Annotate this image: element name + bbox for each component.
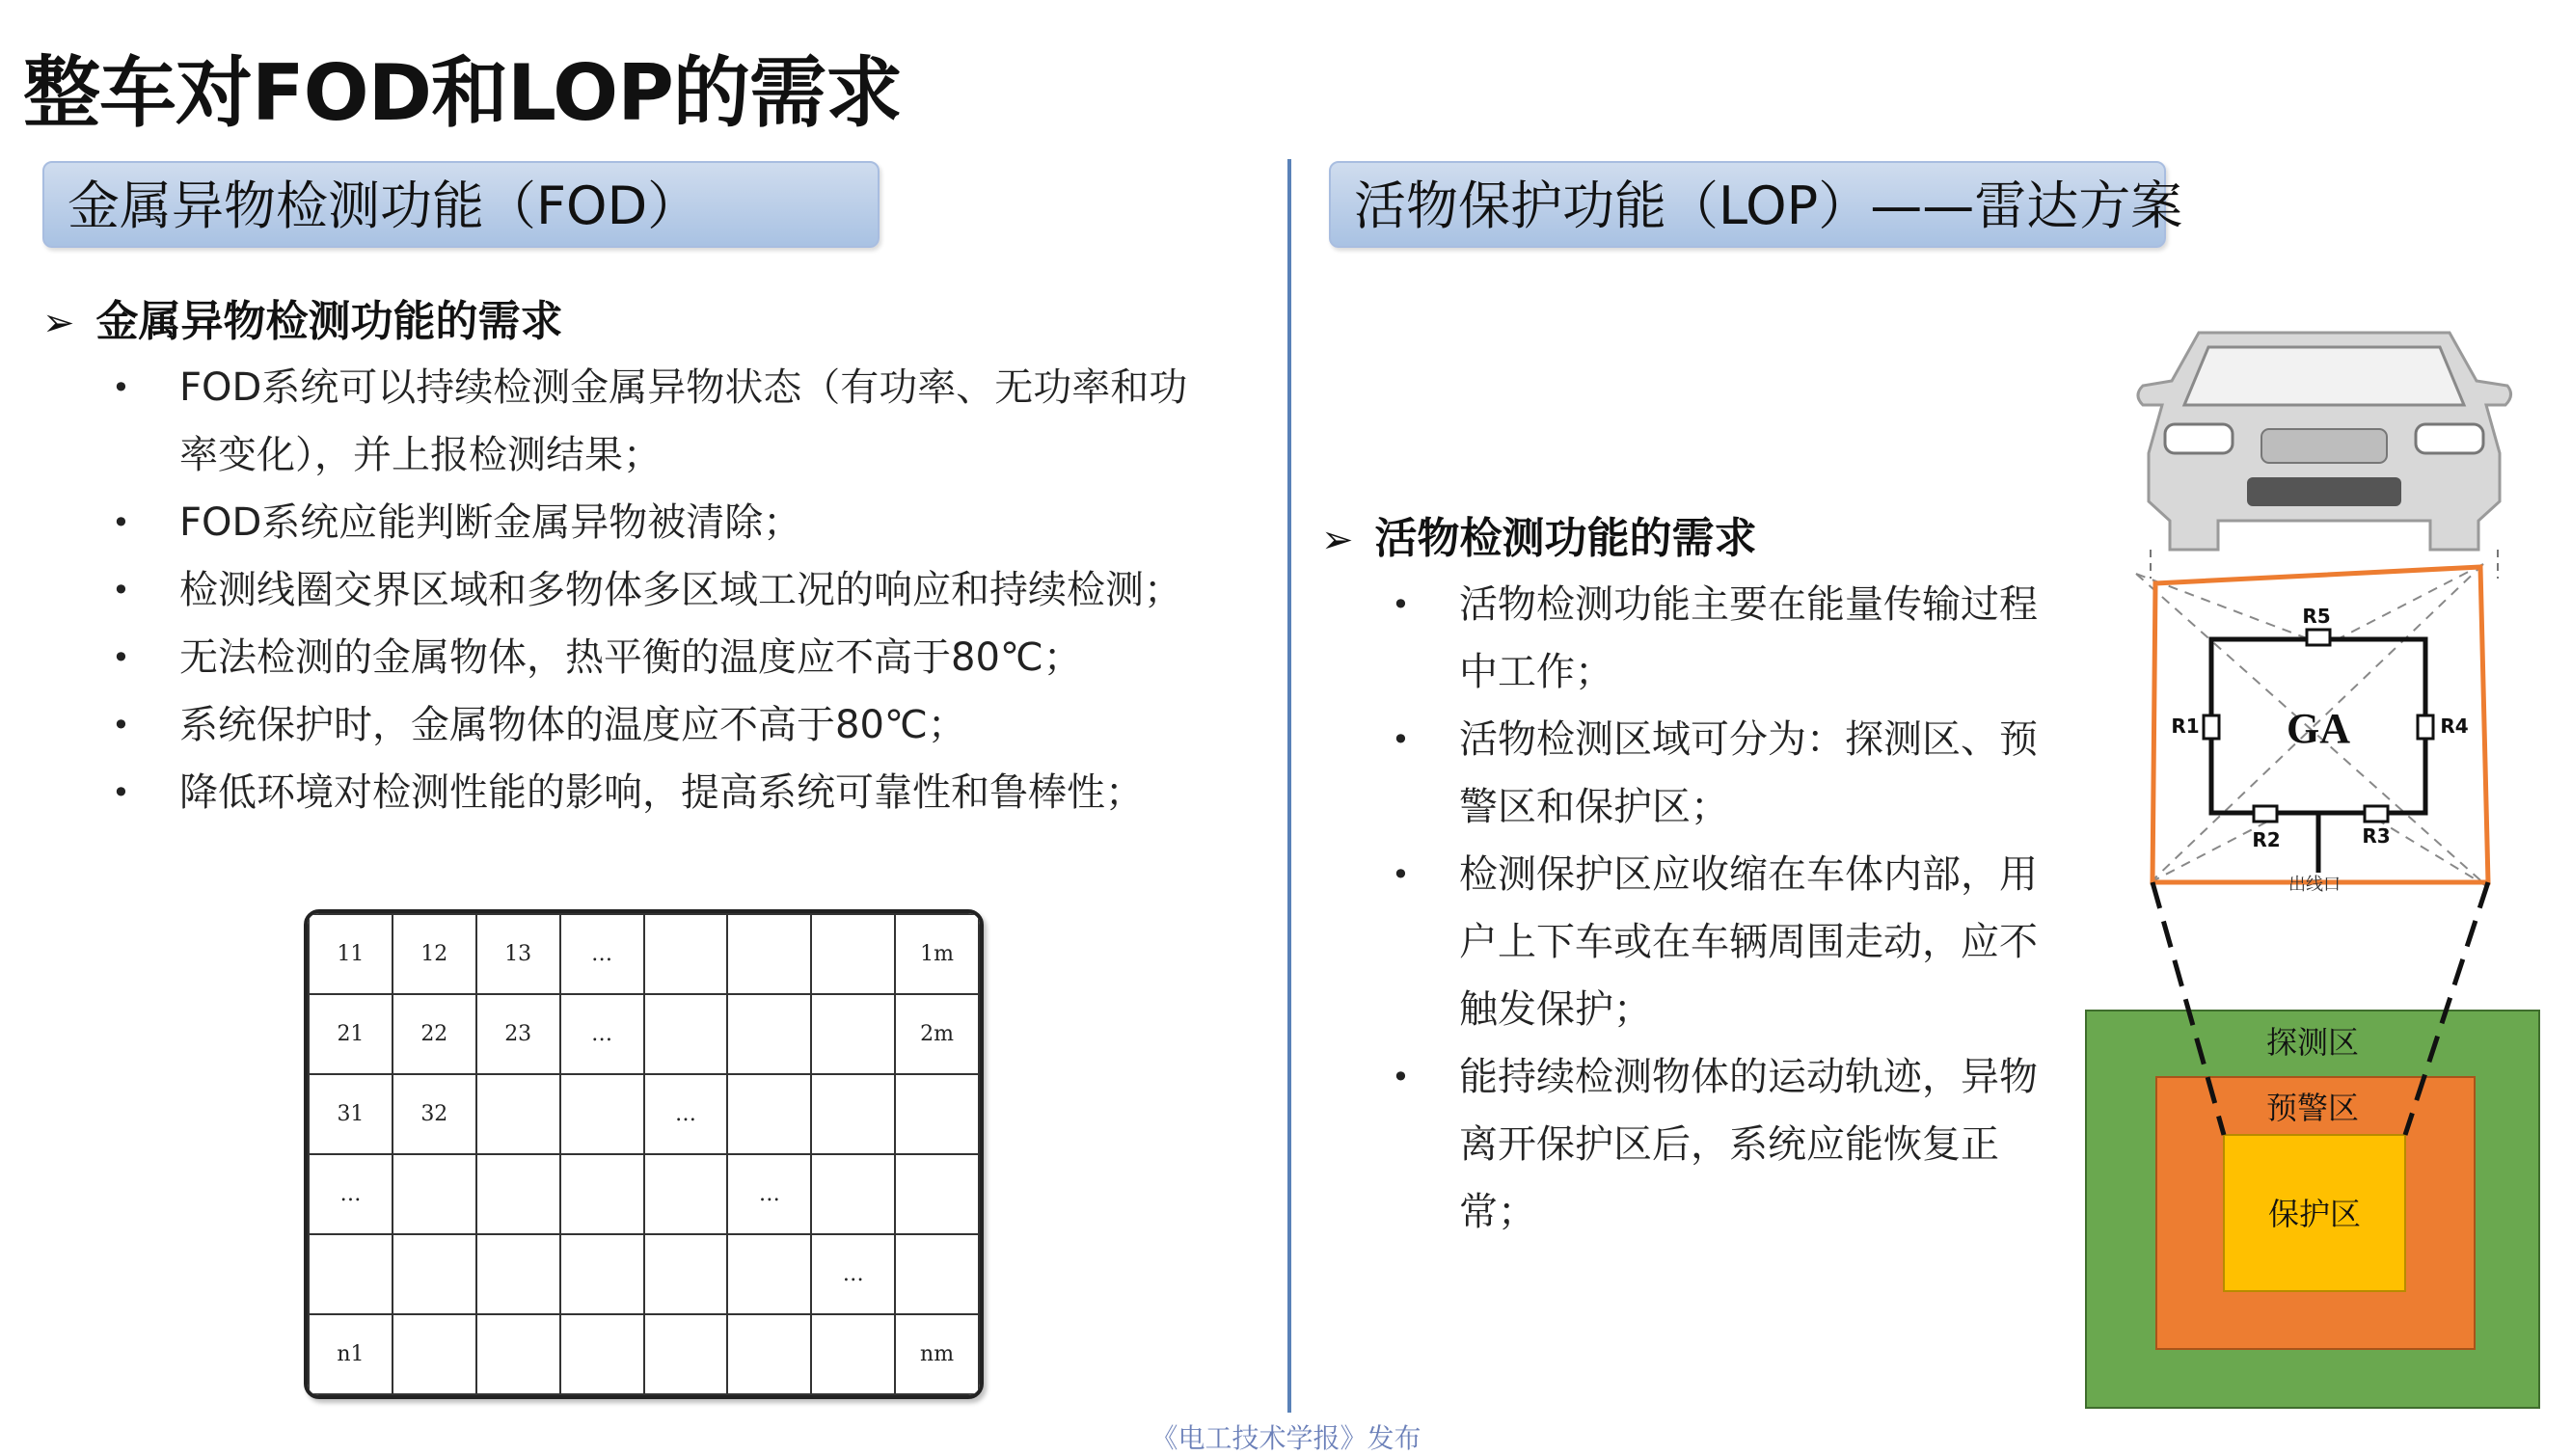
radar-label-r5: R5 [2302,605,2331,628]
radar-sensor-r5 [2307,630,2330,645]
bullet-item: • 降低环境对检测性能的影响，提高系统可靠性和鲁棒性； [112,759,1211,826]
zone-protection-label: 保护区 [2267,1196,2362,1232]
bullet-item: • 无法检测的金属物体，热平衡的温度应不高于80℃； [112,624,1211,691]
grid-cell: 1m [895,914,979,994]
grid-cell: … [560,994,644,1074]
zone-detection-label: 探测区 [2265,1024,2360,1061]
grid-cell: … [644,1074,728,1154]
grid-cell: 12 [393,914,476,994]
ga-label: GA [2287,705,2350,752]
grid-cell: 22 [393,994,476,1074]
bullet-item: • FOD系统可以持续检测金属异物状态（有功率、无功率和功率变化），并上报检测结果； [112,354,1211,489]
grid-cell: 32 [393,1074,476,1154]
zone-warning-label: 预警区 [2265,1090,2360,1126]
radar-label-r1: R1 [2171,715,2200,738]
bullet-item: • 活物检测区域可分为：探测区、预警区和保护区； [1392,706,2057,841]
bullet-item: • 活物检测功能主要在能量传输过程中工作； [1392,571,2057,706]
radar-label-r2: R2 [2252,828,2281,851]
car-front-icon [2138,333,2511,550]
radar-label-r4: R4 [2440,715,2469,738]
grid-cell: 23 [476,994,560,1074]
radar-sensor-r2 [2254,806,2277,822]
page-title: 整车对FOD和LOP的需求 [23,48,902,138]
radar-sensor-r4 [2418,715,2433,739]
bullet-item: • 检测线圈交界区域和多物体多区域工况的响应和持续检测； [112,556,1211,624]
grid-cell: 21 [309,994,393,1074]
bullet-item: • 能持续检测物体的运动轨迹，异物离开保护区后，系统应能恢复正常； [1392,1043,2057,1246]
grid-cell: 13 [476,914,560,994]
outlet-label: 出线口 [2288,875,2341,895]
radar-sensor-r3 [2365,806,2388,822]
fod-section-title-text: 金属异物检测功能的需求 [95,297,563,346]
arrow-bullet-icon: ➢ [42,301,75,345]
grid-cell: n1 [309,1314,393,1394]
grid-cell: 31 [309,1074,393,1154]
grid-cell: … [560,914,644,994]
lop-header: 活物保护功能（LOP）——雷达方案 [1329,161,2166,248]
bullet-item: • 系统保护时，金属物体的温度应不高于80℃； [112,691,1211,759]
bullet-item: • FOD系统应能判断金属异物被清除； [112,489,1211,556]
lop-section-title-text: 活物检测功能的需求 [1374,514,1757,563]
grid-cell: … [811,1234,895,1314]
bullet-item: • 检测保护区应收缩在车体内部，用户上下车或在车辆周围走动，应不触发保护； [1392,841,2057,1043]
fod-header: 金属异物检测功能（FOD） [42,161,880,248]
grid-cell: nm [895,1314,979,1394]
radar-label-r3: R3 [2362,824,2391,848]
footer-publisher: 《电工技术学报》发布 [1151,1422,1421,1454]
grid-cell: 2m [895,994,979,1074]
grid-cell: 11 [309,914,393,994]
arrow-bullet-icon: ➢ [1321,518,1354,562]
grid-cell: … [727,1154,811,1234]
radar-sensor-r1 [2204,715,2219,739]
grid-cell: … [309,1154,393,1234]
